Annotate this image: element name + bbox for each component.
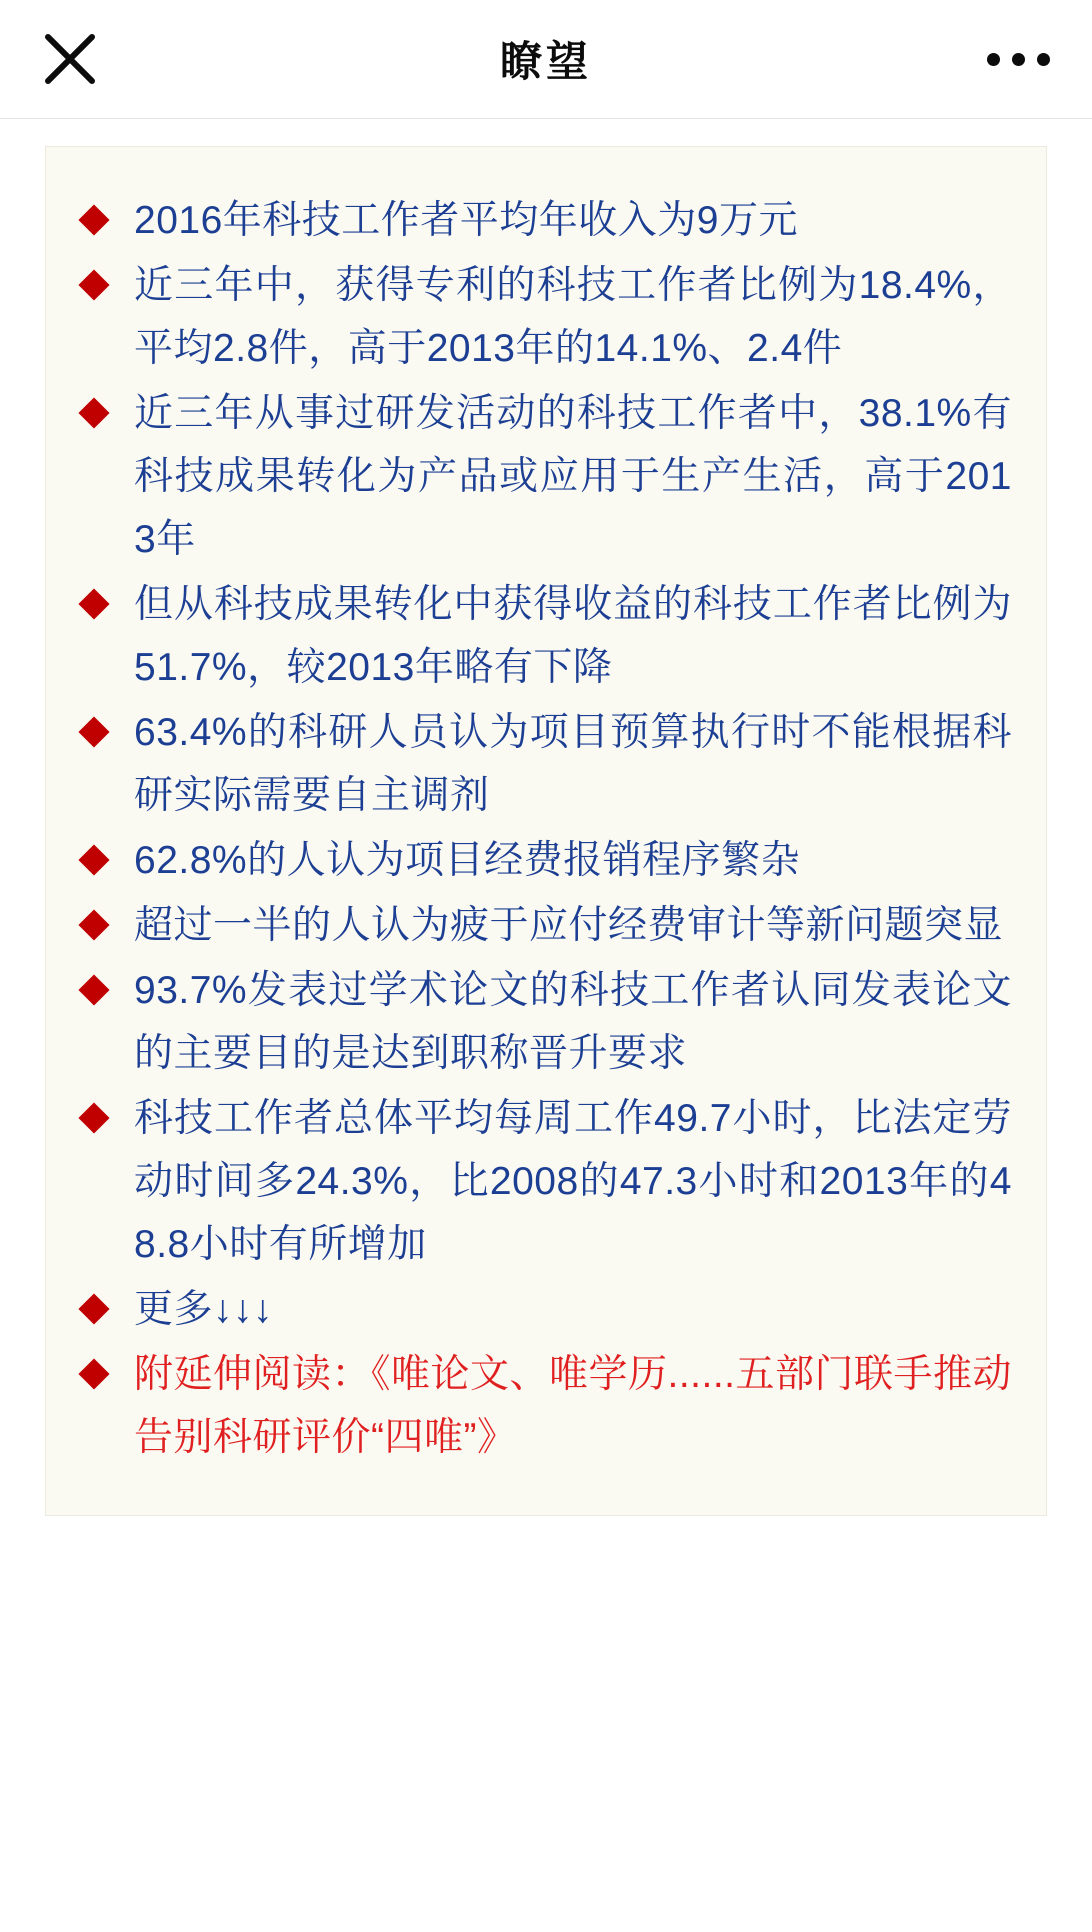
list-item-text: 超过一半的人认为疲于应付经费审计等新问题突显 xyxy=(134,904,1004,947)
diamond-bullet-icon xyxy=(78,269,109,300)
list-item-text: 93.7%发表过学术论文的科技工作者认同发表论文的主要目的是达到职称晋升要求 xyxy=(134,969,1012,1075)
list-item-text: 2016年科技工作者平均年收入为9万元 xyxy=(134,199,798,242)
top-navigation-bar xyxy=(0,0,1092,119)
more-dot xyxy=(1012,53,1025,66)
list-item-text: 科技工作者总体平均每周工作49.7小时，比法定劳动时间多24.3%，比2008的47.3小时和2013年的48.8小时有所增加 xyxy=(134,1097,1012,1266)
list-item-more xyxy=(76,1278,1012,1341)
list-item xyxy=(76,829,1012,892)
list-item xyxy=(76,959,1012,1085)
diamond-bullet-icon xyxy=(78,909,109,940)
diamond-bullet-icon xyxy=(78,1102,109,1133)
diamond-bullet-icon xyxy=(78,974,109,1005)
more-horizontal-icon[interactable] xyxy=(978,29,1058,89)
list-item-text: 63.4%的科研人员认为项目预算执行时不能根据科研实际需要自主调剂 xyxy=(134,711,1012,817)
list-item-text: 但从科技成果转化中获得收益的科技工作者比例为51.7%，较2013年略有下降 xyxy=(134,583,1012,689)
list-item xyxy=(76,254,1012,380)
list-item xyxy=(76,189,1012,252)
list-item-text: 62.8%的人认为项目经费报销程序繁杂 xyxy=(134,839,801,882)
diamond-bullet-icon xyxy=(78,588,109,619)
diamond-bullet-icon xyxy=(78,1293,109,1324)
more-dot xyxy=(987,53,1000,66)
list-item xyxy=(76,701,1012,827)
list-item xyxy=(76,894,1012,957)
list-item-text: 近三年从事过研发活动的科技工作者中，38.1%有科技成果转化为产品或应用于生产生活，高于2013年 xyxy=(134,392,1012,561)
list-item xyxy=(76,382,1012,571)
diamond-bullet-icon xyxy=(78,1358,109,1389)
list-item-text: 附延伸阅读：《唯论文、唯学历......五部门联手推动告别科研评价“四唯”》 xyxy=(134,1353,1013,1459)
diamond-bullet-icon xyxy=(78,844,109,875)
diamond-bullet-icon xyxy=(78,204,109,235)
list-item xyxy=(76,573,1012,699)
bullet-list xyxy=(76,189,1012,1469)
more-dot xyxy=(1037,53,1050,66)
article-card xyxy=(45,146,1047,1516)
diamond-bullet-icon xyxy=(78,716,109,747)
list-item xyxy=(76,1087,1012,1276)
list-item-related-link[interactable] xyxy=(76,1343,1012,1469)
list-item-text: 近三年中，获得专利的科技工作者比例为18.4%，平均2.8件，高于2013年的14.1%、2.4件 xyxy=(134,264,1012,370)
close-icon[interactable] xyxy=(38,27,102,91)
article-page xyxy=(0,119,1092,1516)
list-item-text: 更多↓↓↓ xyxy=(134,1288,274,1331)
page-title: 瞭望 xyxy=(499,38,592,85)
diamond-bullet-icon xyxy=(78,397,109,428)
